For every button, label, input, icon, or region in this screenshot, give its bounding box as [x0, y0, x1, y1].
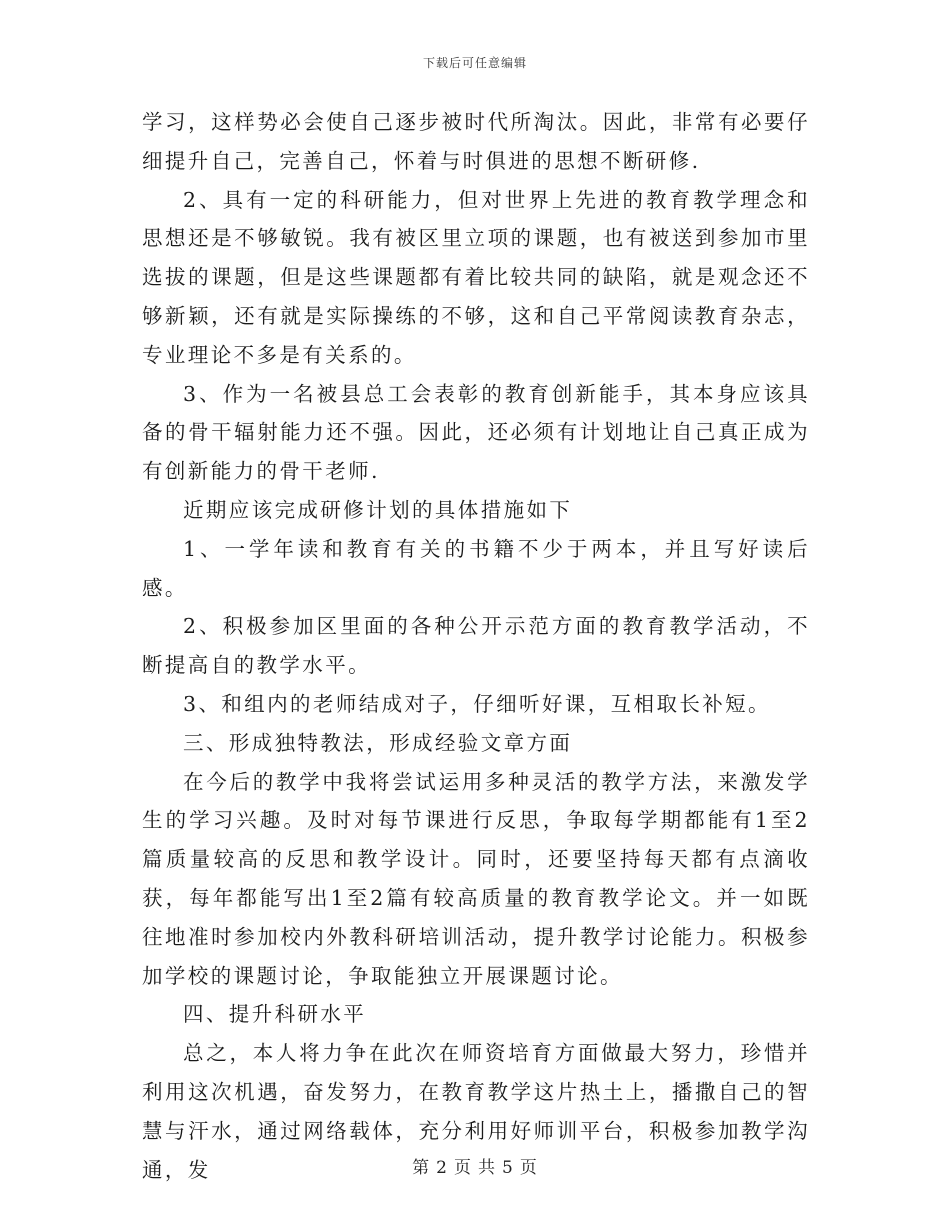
paragraph-3: 3、作为一名被县总工会表彰的教育创新能手，其本身应该具备的骨干辐射能力还不强。因此，还必须有计划地让自己真正成为有创新能力的骨干老师. [142, 381, 810, 484]
section-heading-4: 四、提升科研水平 [183, 1002, 367, 1027]
footer-suffix: 页 [519, 1158, 538, 1178]
paragraph-6: 2、积极参加区里面的各种公开示范方面的教育教学活动，不断提高自的教学水平。 [142, 614, 810, 678]
document-body [142, 103, 810, 1189]
paragraph-5: 1、一学年读和教育有关的书籍不少于两本，并且写好读后感。 [142, 536, 810, 600]
paragraph-4: 近期应该完成研修计划的具体措施如下 [183, 497, 573, 522]
page-footer [0, 1153, 950, 1178]
paragraph-2: 2、具有一定的科研能力，但对世界上先进的教育教学理念和思想还是不够敏锐。我有被区里立项的课题，也有被送到参加市里选拔的课题，但是这些课题都有着比较共同的缺陷，就是观念还不够新颖，还有就是实际操练的不够，这和自己平常阅读教育杂志，专业理论不多是有关系的。 [142, 187, 810, 367]
paragraph-9: 在今后的教学中我将尝试运用多种灵活的教学方法，来激发学生的学习兴趣。及时对每节课进行反思，争取每学期都能有1至2篇质量较高的反思和教学设计。同时，还要坚持每天都有点滴收获，每年都能写出1至2篇有较高质量的教育教学论文。并一如既往地准时参加校内外教科研培训活动，提升教学讨论能力。积极参加学校的课题讨论，争取能独立开展课题讨论。 [142, 769, 810, 988]
footer-page-word: 页 [454, 1158, 472, 1178]
section-heading-3: 三、形成独特教法，形成经验文章方面 [183, 730, 573, 755]
paragraph-11: 总之，本人将力争在此次在师资培育方面做最大努力，珍惜并利用这次机遇，奋发努力，在教育教学这片热土上，播撒自己的智慧与汗水，通过网络载体，充分利用好师训平台，积极参加教学沟通，发 [142, 1041, 810, 1182]
paragraph-7: 3、和组内的老师结成对子，仔细听好课，互相取长补短。 [183, 691, 771, 716]
footer-prefix: 第 [412, 1158, 431, 1178]
page-header-note: 下载后可任意编辑 [422, 56, 527, 70]
footer-total-pages: 5 [502, 1158, 514, 1178]
footer-total-word: 共 [478, 1158, 496, 1178]
paragraph-1: 学习，这样势必会使自己逐步被时代所淘汰。因此，非常有必要仔细提升自己，完善自己，怀着与时俱进的思想不断研修. [142, 110, 810, 173]
footer-current-page: 2 [436, 1158, 448, 1178]
